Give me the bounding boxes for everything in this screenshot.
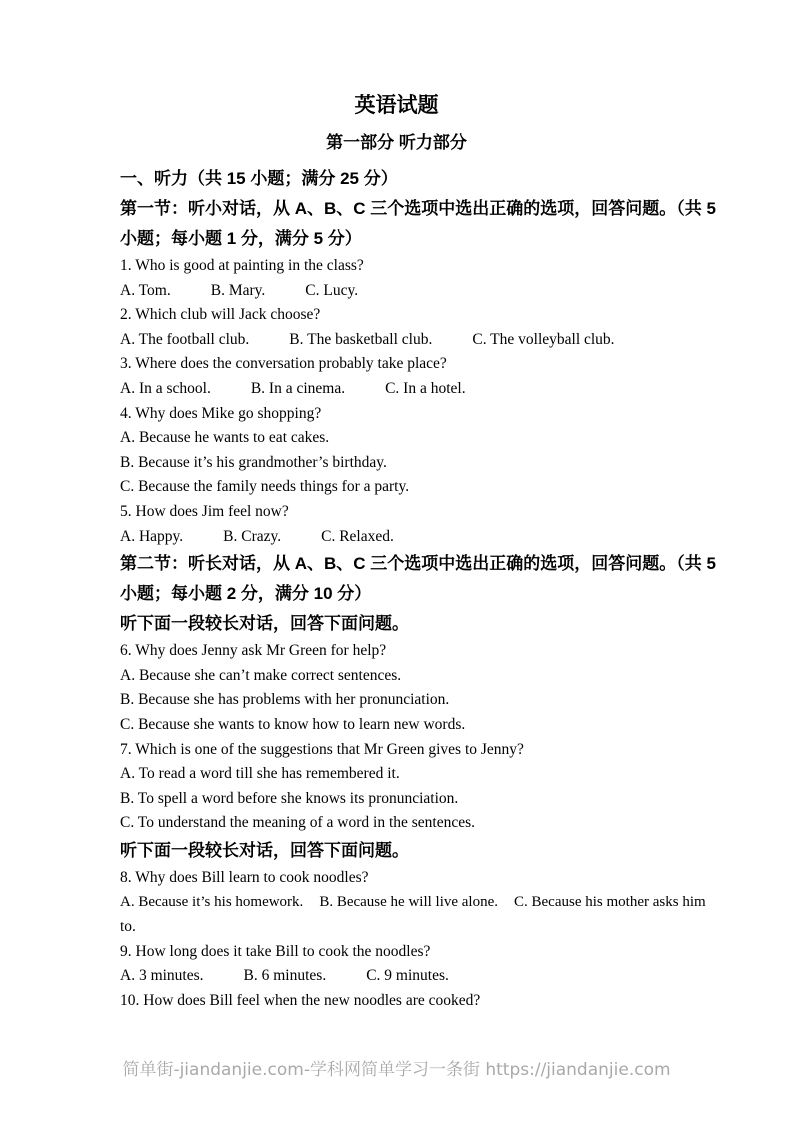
question-4-option-a: A. Because he wants to eat cakes. bbox=[120, 429, 330, 447]
question-4: 4. Why does Mike go shopping? bbox=[120, 404, 322, 422]
question-2: 2. Which club will Jack choose? bbox=[120, 306, 321, 324]
dialogue-2-instruction: 听下面一段较长对话，回答下面问题。 bbox=[120, 840, 409, 860]
question-9-options-2: C. 9 minutes. bbox=[366, 967, 449, 985]
question-5-options-0: A. Happy. bbox=[120, 527, 184, 545]
question-1-options-2: C. Lucy. bbox=[305, 281, 359, 299]
question-7: 7. Which is one of the suggestions that Mr Green gives to Jenny? bbox=[120, 740, 524, 758]
part-1-instructions-line-1: 第一节：听小对话，从 A、B、C 三个选项中选出正确的选项，回答问题。（共 5 bbox=[120, 199, 716, 218]
doc-title: 英语试题 bbox=[354, 94, 439, 117]
question-8-options-line-2: to. bbox=[120, 918, 136, 936]
question-2-options bbox=[120, 328, 673, 353]
question-4-option-b: B. Because it’s his grandmother’s birthday. bbox=[120, 453, 387, 471]
question-8-options-line-1-1: B. Because he will live alone. bbox=[319, 894, 499, 911]
question-1-options-0: A. Tom. bbox=[120, 281, 171, 299]
question-2-options-1: B. The basketball club. bbox=[289, 330, 433, 348]
footer-watermark: 简单街-jiandanjie.com-学科网简单学习一条街 https://jiandanjie.com bbox=[122, 1060, 671, 1080]
question-5: 5. How does Jim feel now? bbox=[120, 502, 289, 520]
question-7-option-a: A. To read a word till she has remembered it. bbox=[120, 765, 400, 783]
question-9-options-0: A. 3 minutes. bbox=[120, 967, 204, 985]
question-5-options bbox=[120, 525, 673, 550]
question-6-option-c: C. Because she wants to know how to learn new words. bbox=[120, 715, 466, 733]
question-6: 6. Why does Jenny ask Mr Green for help? bbox=[120, 642, 387, 660]
dialogue-1-instruction: 听下面一段较长对话，回答下面问题。 bbox=[120, 614, 409, 634]
question-8-options-line-1 bbox=[120, 890, 706, 915]
question-9: 9. How long does it take Bill to cook the noodles? bbox=[120, 942, 431, 960]
question-3-options bbox=[120, 377, 673, 402]
question-2-options-0: A. The football club. bbox=[120, 330, 250, 348]
question-8-options-line-1-2: C. Because his mother asks him bbox=[514, 894, 706, 911]
question-6-option-a: A. Because she can’t make correct sentences. bbox=[120, 666, 402, 684]
question-5-options-1: B. Crazy. bbox=[223, 527, 282, 545]
section-1-heading: 一、听力（共 15 小题；满分 25 分） bbox=[120, 169, 398, 188]
question-1: 1. Who is good at painting in the class? bbox=[120, 257, 364, 274]
question-9-options-1: B. 6 minutes. bbox=[243, 967, 327, 985]
question-1-options bbox=[120, 279, 673, 304]
part-title: 第一部分 听力部分 bbox=[326, 133, 467, 152]
question-9-options bbox=[120, 964, 673, 989]
question-2-options-2: C. The volleyball club. bbox=[472, 330, 615, 348]
question-3: 3. Where does the conversation probably take place? bbox=[120, 355, 447, 373]
question-3-options-2: C. In a hotel. bbox=[385, 379, 466, 397]
question-4-option-c: C. Because the family needs things for a party. bbox=[120, 478, 410, 496]
part-1-instructions-line-2: 小题；每小题 1 分，满分 5 分） bbox=[120, 229, 362, 248]
question-5-options-2: C. Relaxed. bbox=[321, 527, 394, 545]
question-7-option-b: B. To spell a word before she knows its pronunciation. bbox=[120, 789, 459, 807]
question-10: 10. How does Bill feel when the new noodles are cooked? bbox=[120, 991, 481, 1009]
part-2-instructions-line-2: 小题；每小题 2 分，满分 10 分） bbox=[120, 584, 372, 604]
question-3-options-1: B. In a cinema. bbox=[250, 379, 346, 397]
question-6-option-b: B. Because she has problems with her pronunciation. bbox=[120, 691, 450, 709]
question-8-options-line-1-0: A. Because it’s his homework. bbox=[120, 894, 304, 911]
question-8: 8. Why does Bill learn to cook noodles? bbox=[120, 868, 369, 886]
question-7-option-c: C. To understand the meaning of a word in the sentences. bbox=[120, 814, 476, 832]
part-2-instructions-line-1: 第二节：听长对话，从 A、B、C 三个选项中选出正确的选项，回答问题。（共 5 bbox=[120, 554, 716, 574]
question-1-options-1: B. Mary. bbox=[210, 281, 266, 299]
question-3-options-0: A. In a school. bbox=[120, 379, 211, 397]
